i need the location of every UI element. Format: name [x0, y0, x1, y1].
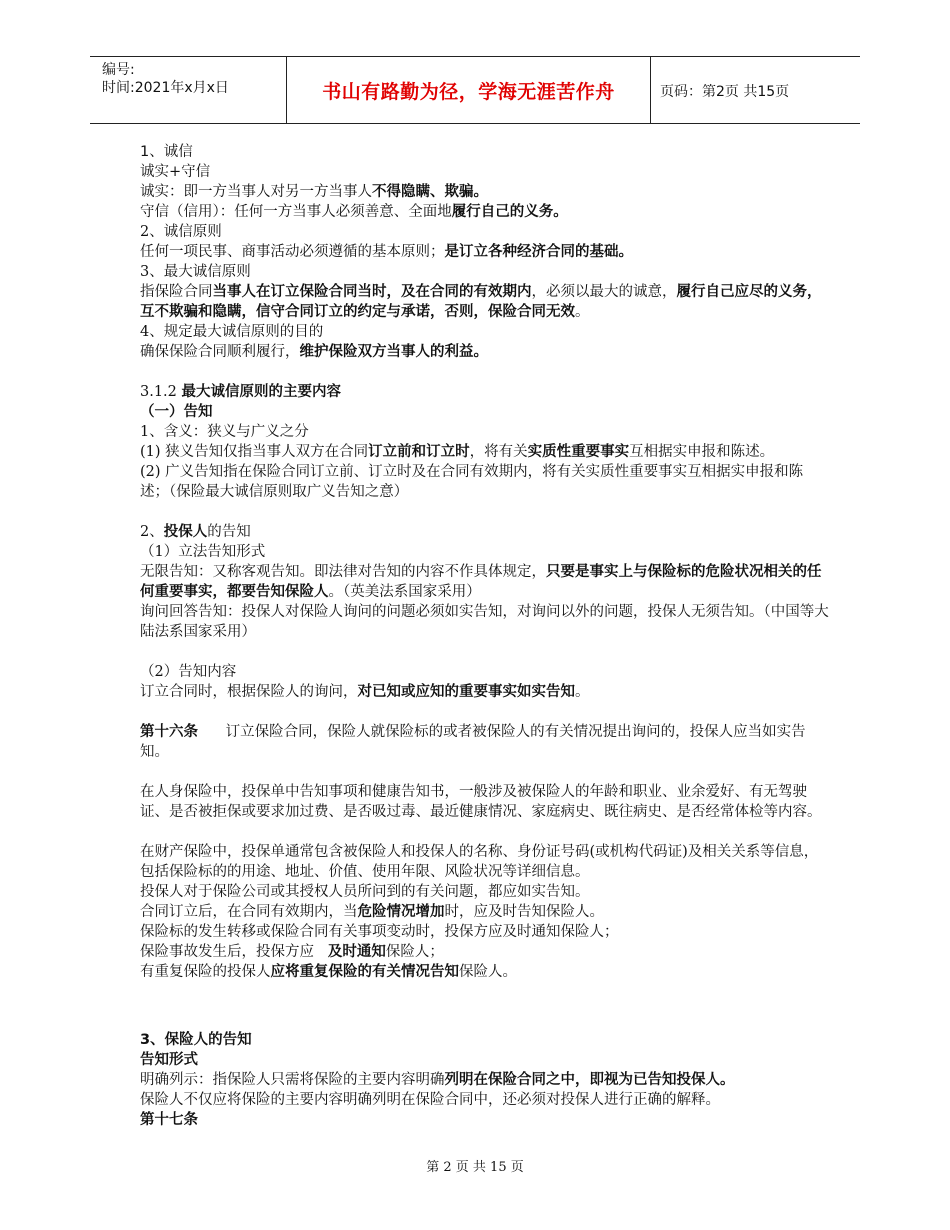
paragraph: 订立合同时，根据保险人的询问，对已知或应知的重要事实如实告知。	[140, 684, 590, 700]
paragraph: 保险事故发生后，投保方应 及时通知保险人；	[140, 944, 444, 960]
header-motto: 书山有路勤为径，学海无涯苦作舟	[322, 81, 615, 103]
paragraph: 询问回答告知：投保人对保险人询问的问题必须如实告知，对询问以外的问题，投保人无须告知。（中国等大陆法系国家采用）	[140, 604, 829, 640]
paragraph: 合同订立后，在合同有效期内，当危险情况增加时，应及时告知保险人。	[140, 904, 604, 920]
paragraph: （1）立法告知形式	[140, 544, 266, 560]
paragraph: 指保险合同当事人在订立保险合同当时，及在合同的有效期内，必须以最大的诚意，履行自己应尽的义务，互不欺骗和隐瞒，信守合同订立的约定与承诺，否则，保险合同无效。	[140, 284, 822, 320]
document-body	[140, 142, 830, 1130]
document-number-label: 编号:	[102, 62, 135, 78]
header-meta	[102, 61, 229, 97]
paragraph: 有重复保险的投保人应将重复保险的有关情况告知保险人。	[140, 964, 517, 980]
paragraph: 诚实+守信	[140, 164, 211, 180]
paragraph: 4、规定最大诚信原则的目的	[140, 324, 324, 340]
paragraph: 2、诚信原则	[140, 224, 222, 240]
page-header	[90, 56, 860, 124]
subsection-heading: （一）告知	[140, 404, 213, 420]
paragraph: 任何一项民事、商事活动必须遵循的基本原则；是订立各种经济合同的基础。	[140, 244, 633, 260]
paragraph: 无限告知：又称客观告知。即法律对告知的内容不作具体规定，只要是事实上与保险标的危险状况相关的任何重要事实，都要告知保险人。（英美法系国家采用）	[140, 564, 822, 600]
paragraph: 确保保险合同顺利履行，维护保险双方当事人的利益。	[140, 344, 488, 360]
header-divider	[650, 57, 651, 123]
paragraph: 3、最大诚信原则	[140, 264, 251, 280]
paragraph: 1、含义：狭义与广义之分	[140, 424, 309, 440]
page-footer: 第 2 页 共 15 页	[426, 1160, 524, 1175]
header-page-info: 页码：第2页 共15页	[660, 84, 790, 100]
paragraph: 诚实：即一方当事人对另一方当事人不得隐瞒、欺骗。	[140, 184, 488, 200]
paragraph: 在财产保险中，投保单通常包含被保险人和投保人的名称、身份证号码(或机构代码证)及相关关系等信息，包括保险标的的用途、地址、价值、使用年限、风险状况等详细信息。	[140, 844, 819, 880]
document-time-label: 时间:2021年x月x日	[102, 80, 229, 96]
paragraph: 在人身保险中，投保单中告知事项和健康告知书，一般涉及被保险人的年龄和职业、业余爱好、有无驾驶证、是否被拒保或要求加过费、是否吸过毒、最近健康情况、家庭病史、既往病史、是否经常体检等内容。	[140, 784, 822, 820]
paragraph: 保险人不仅应将保险的主要内容明确列明在保险合同中，还必须对投保人进行正确的解释。	[140, 1092, 720, 1108]
law-article: 第十六条 订立保险合同，保险人就保险标的或者被保险人的有关情况提出询问的，投保人应当如实告知。	[140, 724, 806, 760]
law-article: 第十七条	[140, 1112, 198, 1128]
subsection-heading: 告知形式	[140, 1052, 198, 1068]
paragraph: 1、诚信	[140, 144, 193, 160]
paragraph: （2）告知内容	[140, 664, 237, 680]
paragraph: 守信（信用）：任何一方当事人必须善意、全面地履行自己的义务。	[140, 204, 568, 220]
section-heading: 3.1.2 最大诚信原则的主要内容	[140, 384, 342, 400]
paragraph: (1) 狭义告知仅指当事人双方在合同订立前和订立时，将有关实质性重要事实互相据实申报和陈述。	[140, 444, 775, 460]
section-heading: 3、保险人的告知	[140, 1032, 252, 1048]
paragraph: (2) 广义告知指在保险合同订立前、订立时及在合同有效期内，将有关实质性重要事实互相据实申报和陈述；（保险最大诚信原则取广义告知之意）	[140, 464, 804, 500]
paragraph: 明确列示：指保险人只需将保险的主要内容明确列明在保险合同之中，即视为已告知投保人。	[140, 1072, 735, 1088]
paragraph: 2、投保人的告知	[140, 524, 251, 540]
paragraph: 保险标的发生转移或保险合同有关事项变动时，投保方应及时通知保险人；	[140, 924, 619, 940]
paragraph: 投保人对于保险公司或其授权人员所问到的有关问题，都应如实告知。	[140, 884, 590, 900]
